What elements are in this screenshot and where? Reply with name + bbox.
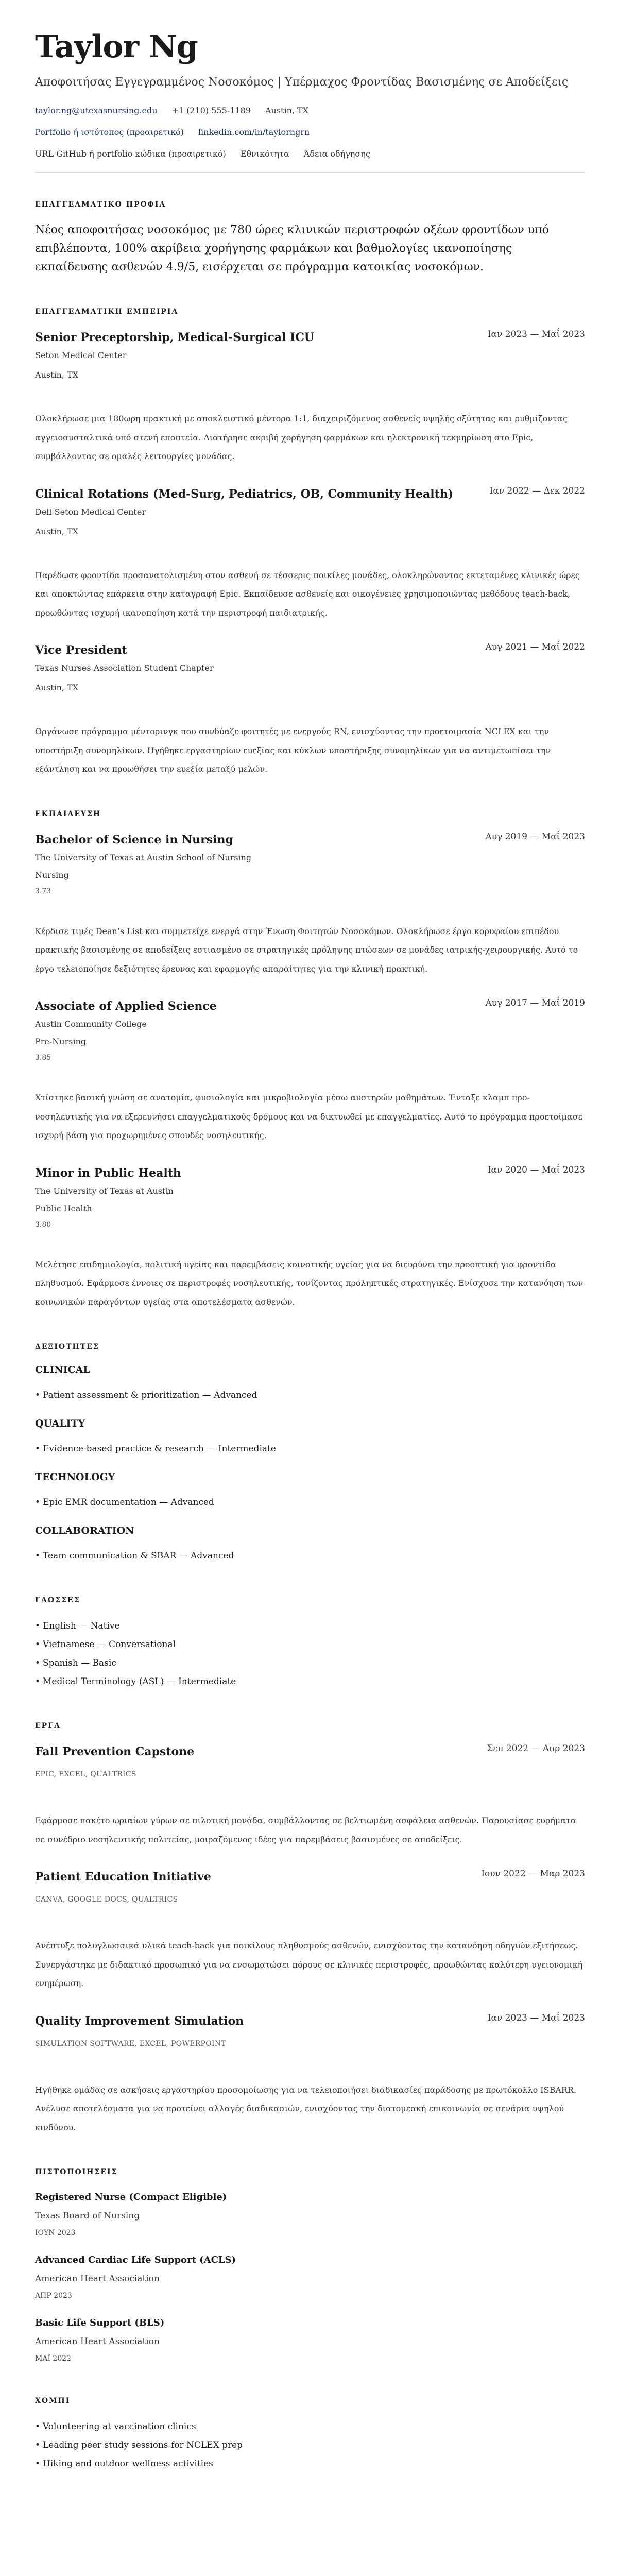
project-description: Ανέπτυξε πολυγλωσσικά υλικά teach-back για ποικίλους πληθυσμούς ασθενών, ενισχύοντας την κατανόηση οδηγιών εξιτήσεως. Συνεργάστηκε με διδακτικό προσωπικό για να ενσωματώσει πόρους σε κλινικές περιστροφές, προωθώντας καλύτερη υγειονομική ενημέρωση. — [35, 1941, 583, 1988]
job-location: Austin, TX — [35, 370, 79, 380]
job-location: Austin, TX — [35, 683, 79, 692]
job-organization: Seton Medical Center — [35, 350, 127, 360]
languages-section — [35, 1596, 585, 1691]
job-location: Austin, TX — [35, 526, 79, 536]
resume-header — [35, 30, 585, 159]
entry-header — [35, 328, 585, 347]
certification-issuer: American Heart Association — [35, 2274, 160, 2284]
project-entry — [35, 1742, 585, 1849]
certification-title: Advanced Cardiac Life Support (ACLS) — [35, 2255, 236, 2265]
section-heading: ΕΡΓΑ — [35, 1722, 61, 1730]
project-date: Ιαν 2023 — Μαΐ 2023 — [487, 2012, 585, 2023]
portfolio-link[interactable]: Portfolio ή ιστότοπος (προαιρετικό) — [35, 127, 184, 137]
skill-category: CLINICAL — [35, 1364, 90, 1376]
skill-item: • Patient assessment & prioritization — Advanced — [35, 1386, 585, 1404]
education-section — [35, 810, 585, 1312]
entry-header — [35, 1868, 585, 1886]
entry-header — [35, 831, 585, 849]
degree-entry — [35, 1164, 585, 1312]
hobby-item: • Volunteering at vaccination clinics — [35, 2417, 585, 2436]
nationality: Εθνικότητα — [240, 149, 289, 159]
job-entry — [35, 328, 585, 466]
project-entry — [35, 1868, 585, 1993]
section-heading: ΕΚΠΑΙΔΕΥΣΗ — [35, 809, 101, 818]
candidate-name: Taylor Ng — [35, 29, 198, 65]
job-description: Οργάνωσε πρόγραμμα μέντορινγκ που συνδύαζε φοιτητές με ενεργούς RN, ενισχύοντας την προετοιμασία NCLEX και την υποστήριξη συνομηλίκων. Ηγήθηκε εργαστηρίων ευεξίας και κύκλων υποστήριξης συνομηλίκων για να αντιμετωπίσει την εξάντληση και να προωθήσει την ευεξία μεταξύ μελών. — [35, 726, 551, 774]
certification-title: Registered Nurse (Compact Eligible) — [35, 2192, 227, 2202]
extra-row — [35, 149, 585, 159]
degree-date: Ιαν 2020 — Μαΐ 2023 — [487, 1164, 585, 1175]
skills-section — [35, 1343, 585, 1565]
entry-header — [35, 641, 585, 659]
job-organization: Dell Seton Medical Center — [35, 506, 146, 517]
job-date: Αυγ 2021 — Μαΐ 2022 — [485, 642, 585, 652]
section-heading: ΧΟΜΠΙ — [35, 2397, 71, 2405]
languages-list — [35, 1617, 585, 1691]
certification-date: ΜΑΪ 2022 — [35, 2354, 72, 2363]
job-date: Ιαν 2022 — Δεκ 2022 — [489, 485, 585, 496]
degree-gpa: 3.80 — [35, 1220, 52, 1229]
github-link[interactable]: URL GitHub ή portfolio κώδικα (προαιρετικό) — [35, 149, 226, 159]
degree-title: Bachelor of Science in Nursing — [35, 833, 233, 846]
hobbies-list — [35, 2417, 585, 2473]
degree-entry — [35, 997, 585, 1145]
certification-date: ΙΟΥΝ 2023 — [35, 2229, 76, 2237]
degree-organization: The University of Texas at Austin — [35, 1185, 174, 1196]
email-link[interactable]: taylor.ng@utexasnursing.edu — [35, 106, 158, 115]
skill-category: COLLABORATION — [35, 1525, 134, 1536]
hobby-item: • Hiking and outdoor wellness activities — [35, 2454, 585, 2473]
skill-list — [35, 1386, 585, 1404]
entry-header — [35, 2012, 585, 2030]
contact-row — [35, 106, 585, 116]
language-item: • English — Native — [35, 1617, 585, 1635]
summary-section — [35, 200, 585, 277]
project-entry — [35, 2012, 585, 2138]
skill-list — [35, 1547, 585, 1565]
certification-issuer: American Heart Association — [35, 2336, 160, 2347]
entry-header — [35, 485, 585, 503]
summary-text: Νέος αποφοιτήσας νοσοκόμος με 780 ώρες κλινικών περιστροφών οξέων φροντίδων υπό επιβλέποντα, 100% ακρίβεια χορήγησης φαρμάκων και βαθμολογίες ικανοποίησης εκπαίδευσης ασθενών 4.9/5, εισέρχεται σε πρόγραμμα κατοικίας νοσοκόμων. — [35, 224, 549, 274]
degree-description: Κέρδισε τιμές Dean’s List και συμμετείχε ενεργά στην Ένωση Φοιτητών Νοσοκόμων. Ολοκλήρωσε έργο κορυφαίου επιπέδου πρακτικής βασισμένης σε αποδείξεις εστιασμένο σε στρατηγικές πρόληψης πτώσεων σε μονάδες ιατρικής-χειρουργικής. Αυτό το έργο τελειοποίησε δεξιότητες έρευνας και εφαρμογής απαραίτητες για την κλινική πρακτική. — [35, 926, 578, 974]
degree-gpa: 3.73 — [35, 887, 52, 895]
language-item: • Vietnamese — Conversational — [35, 1635, 585, 1654]
degree-gpa: 3.85 — [35, 1054, 52, 1062]
project-date: Ιουν 2022 — Μαρ 2023 — [481, 1869, 585, 1879]
project-technologies: SIMULATION SOFTWARE, EXCEL, POWERPOINT — [35, 2039, 227, 2048]
section-heading: ΓΛΩΣΣΕΣ — [35, 1596, 80, 1604]
skill-category: TECHNOLOGY — [35, 1471, 115, 1483]
certification-entry — [35, 2251, 585, 2303]
section-heading: ΔΕΞΙΟΤΗΤΕΣ — [35, 1343, 99, 1351]
section-heading: ΕΠΑΓΓΕΛΜΑΤΙΚΗ ΕΜΠΕΙΡΙΑ — [35, 308, 179, 316]
entry-header — [35, 1164, 585, 1182]
job-title: Clinical Rotations (Med-Surg, Pediatrics, OB, Community Health) — [35, 487, 454, 501]
job-date: Ιαν 2023 — Μαΐ 2023 — [487, 329, 585, 340]
certification-entry — [35, 2189, 585, 2240]
project-title: Quality Improvement Simulation — [35, 2014, 244, 2028]
entry-header — [35, 997, 585, 1015]
experience-section — [35, 308, 585, 779]
certification-date: ΑΠΡ 2023 — [35, 2292, 72, 2300]
phone: +1 (210) 555-1189 — [171, 106, 251, 115]
degree-description: Χτίστηκε βασική γνώση σε ανατομία, φυσιολογία και μικροβιολογία μέσω αυστηρών μαθημάτων. Ένταξε κλαμπ προ-νοσηλευτικής για να εξερευνήσει επαγγελματικούς δρόμους και να δικτυωθεί με επαγγελματίες. Αυτό το πρόγραμμα προετοίμασε ισχυρή βάση για προχωρημένες σπουδές νοσηλευτικής. — [35, 1093, 582, 1140]
language-item: • Spanish — Basic — [35, 1654, 585, 1672]
certifications-section — [35, 2168, 585, 2366]
degree-field: Public Health — [35, 1203, 92, 1213]
project-technologies: CANVA, GOOGLE DOCS, QUALTRICS — [35, 1895, 178, 1904]
degree-description: Μελέτησε επιδημιολογία, πολιτική υγείας και παρεμβάσεις κοινοτικής υγείας για να διευρύνει την προοπτική για φροντίδα πληθυσμού. Εφάρμοσε έννοιες σε περιστροφές νοσηλευτικής, τονίζοντας προληπτικές στρατηγικές. Ενίσχυσε την κατανόηση των κοινωνικών παραγόντων υγείας στα αποτελέσματα ασθενών. — [35, 1259, 583, 1307]
degree-date: Αυγ 2019 — Μαΐ 2023 — [485, 831, 585, 842]
section-heading: ΠΙΣΤΟΠΟΙΗΣΕΙΣ — [35, 2168, 118, 2176]
degree-field: Nursing — [35, 870, 69, 880]
project-date: Σεπ 2022 — Απρ 2023 — [487, 1743, 585, 1754]
skill-item: • Team communication & SBAR — Advanced — [35, 1547, 585, 1565]
driving-license: Άδεια οδήγησης — [303, 149, 370, 159]
degree-date: Αυγ 2017 — Μαΐ 2019 — [485, 998, 585, 1008]
job-title: Vice President — [35, 643, 127, 657]
location: Austin, TX — [265, 106, 309, 115]
job-description: Παρέδωσε φροντίδα προσανατολισμένη στον ασθενή σε τέσσερις ποικίλες μονάδες, ολοκληρώνοντας εκτεταμένες κλινικές ώρες και αποκτώντας επάρκεια στην καταγραφή Epic. Εκπαίδευσε ασθενείς και οικογένειες χρησιμοποιώντας μεθόδους teach-back, προωθώντας ισχυρή ικανοποίηση κατά την περιστροφή παιδιατρικής. — [35, 570, 580, 618]
language-item: • Medical Terminology (ASL) — Intermediate — [35, 1672, 585, 1691]
skill-item: • Evidence-based practice & research — Intermediate — [35, 1439, 585, 1458]
projects-section — [35, 1722, 585, 2137]
skill-item: • Epic EMR documentation — Advanced — [35, 1493, 585, 1512]
degree-field: Pre-Nursing — [35, 1037, 87, 1046]
section-heading: ΕΠΑΓΓΕΛΜΑΤΙΚΟ ΠΡΟΦΙΛ — [35, 200, 166, 209]
project-title: Patient Education Initiative — [35, 1870, 211, 1884]
skill-category: QUALITY — [35, 1418, 85, 1429]
hobbies-section — [35, 2397, 585, 2473]
job-entry — [35, 641, 585, 779]
degree-organization: The University of Texas at Austin School of Nursing — [35, 852, 252, 862]
project-description: Ηγήθηκε ομάδας σε ασκήσεις εργαστηρίου προσομοίωσης για να τελειοποιήσει διαδικασίες παράδοσης με πρωτόκολλο ISBARR. Ανέλυσε αποτελέσματα για να προτείνει αλλαγές διαδικασιών, ενισχύοντας την διατομεακή επικοινωνία σε σενάρια υψηλού κινδύνου. — [35, 2084, 577, 2132]
job-description: Ολοκλήρωσε μια 180ωρη πρακτική με αποκλειστικό μέντορα 1:1, διαχειριζόμενος ασθενείς υψηλής οξύτητας και ρυθμίζοντας αγγειοσυσταλτικά υπό στενή εποπτεία. Διατήρησε ακριβή χορήγηση φαρμάκων και ηλεκτρονική τεκμηρίωση στο Epic, συμβάλλοντας σε ομαλές λειτουργίες μονάδας. — [35, 414, 568, 461]
degree-entry — [35, 831, 585, 979]
linkedin-link[interactable]: linkedin.com/in/taylorngrn — [198, 127, 310, 137]
degree-organization: Austin Community College — [35, 1019, 147, 1029]
degree-title: Associate of Applied Science — [35, 999, 217, 1013]
skill-list — [35, 1493, 585, 1512]
links-row — [35, 127, 585, 138]
entry-header — [35, 1742, 585, 1761]
certification-title: Basic Life Support (BLS) — [35, 2317, 165, 2328]
certification-issuer: Texas Board of Nursing — [35, 2211, 140, 2221]
skill-list — [35, 1439, 585, 1458]
project-title: Fall Prevention Capstone — [35, 1745, 195, 1758]
job-title: Senior Preceptorship, Medical-Surgical ICU — [35, 331, 315, 344]
job-organization: Texas Nurses Association Student Chapter — [35, 663, 214, 673]
hobby-item: • Leading peer study sessions for NCLEX prep — [35, 2436, 585, 2454]
divider — [35, 172, 585, 173]
project-description: Εφάρμοσε πακέτο ωριαίων γύρων σε πιλοτική μονάδα, συμβάλλοντας σε βελτιωμένη ασφάλεια ασθενών. Παρουσίασε ευρήματα σε συνέδριο νοσηλευτικής πολιτείας, μοιραζόμενος ιδέες για παρεμβάσεις βασισμένες σε αποδείξεις. — [35, 1816, 576, 1844]
project-technologies: EPIC, EXCEL, QUALTRICS — [35, 1770, 136, 1778]
degree-title: Minor in Public Health — [35, 1166, 181, 1180]
certification-entry — [35, 2314, 585, 2366]
job-entry — [35, 485, 585, 623]
headline: Αποφοιτήσας Εγγεγραμμένος Νοσοκόμος | Υπέρμαχος Φροντίδας Βασισμένης σε Αποδείξεις — [35, 76, 569, 89]
